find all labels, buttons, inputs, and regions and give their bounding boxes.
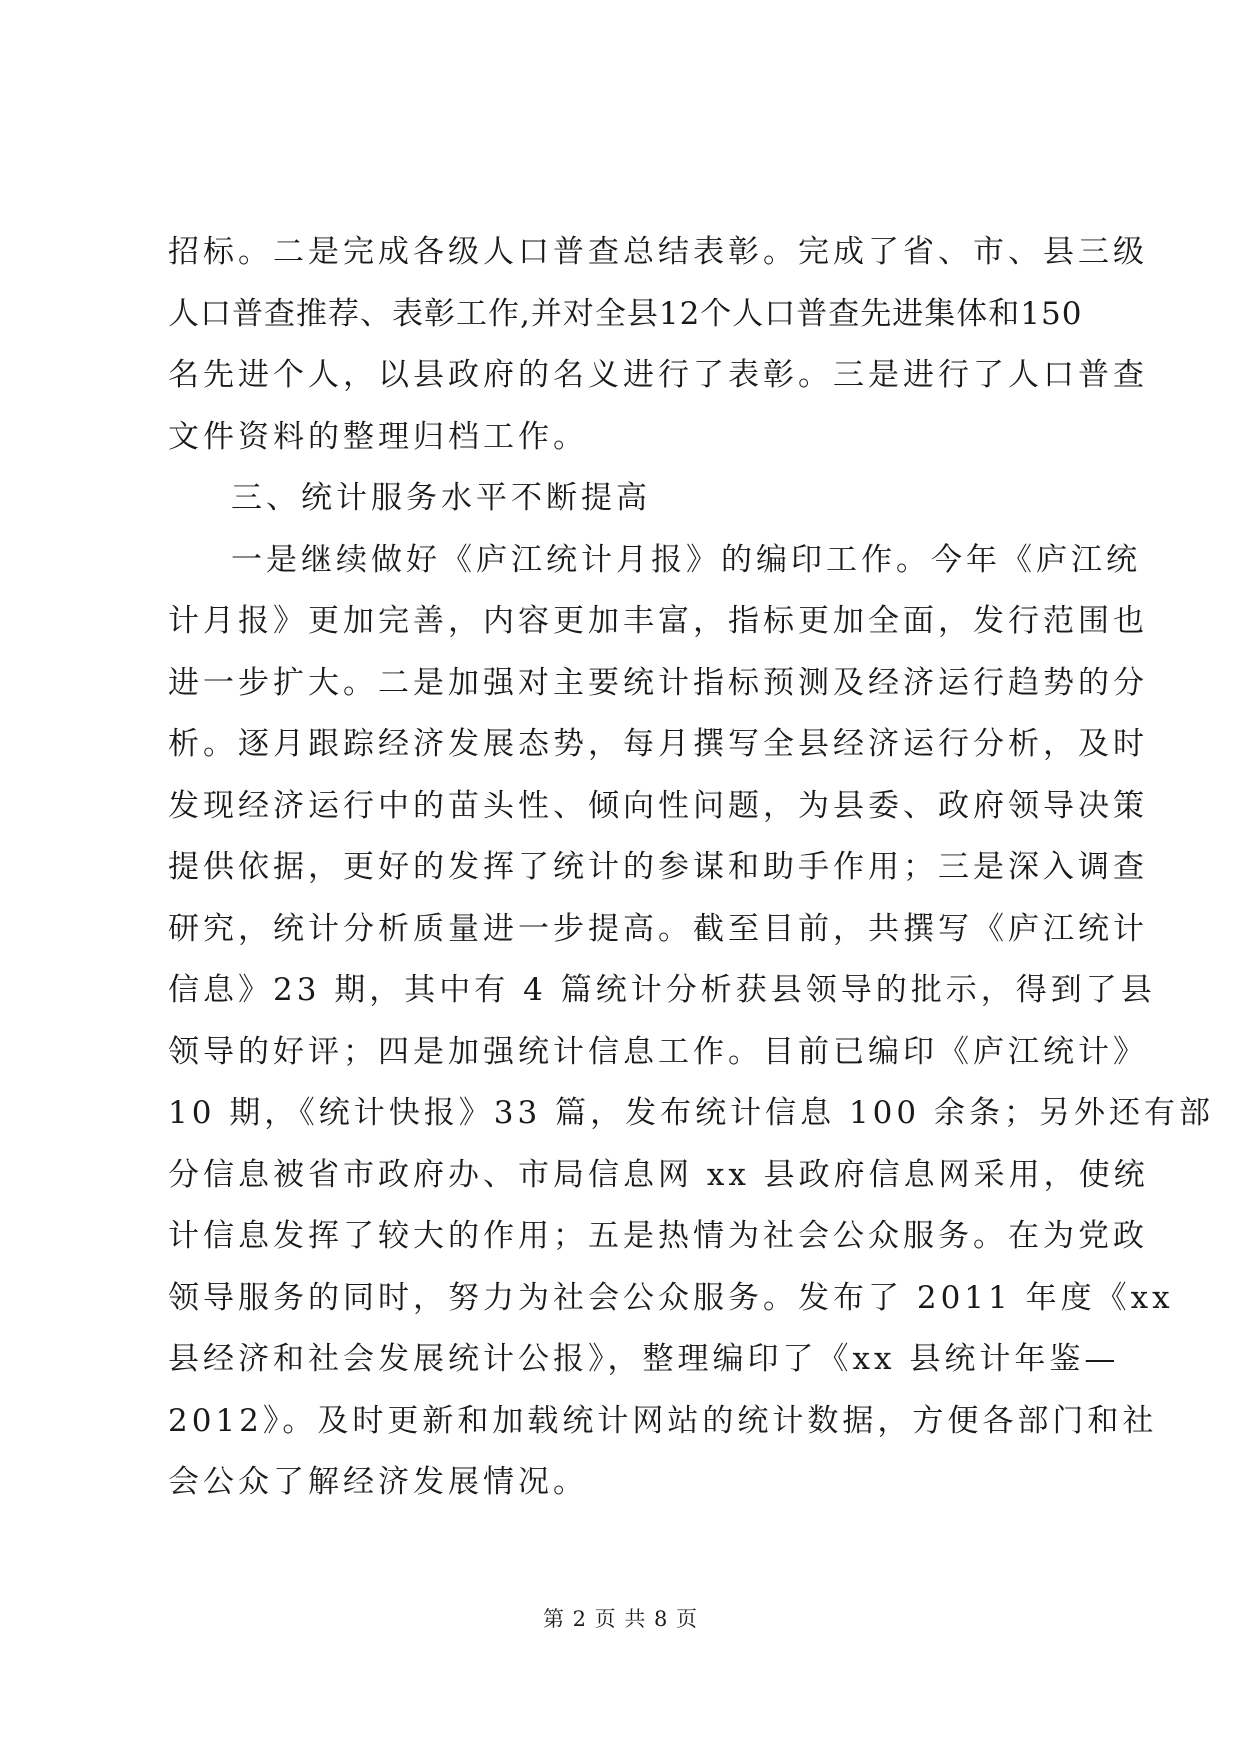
paragraph-line: 计信息发挥了较大的作用；五是热情为社会公众服务。在为党政 (168, 1218, 1148, 1254)
section-heading: 三、统计服务水平不断提高 (231, 480, 651, 516)
paragraph-line: 计月报》更加完善，内容更加丰富，指标更加全面，发行范围也 (168, 603, 1148, 639)
paragraph-line: 10 期，《统计快报》33 篇，发布统计信息 100 余条；另外还有部 (168, 1095, 1214, 1131)
paragraph-line: 会公众了解经济发展情况。 (168, 1464, 588, 1500)
paragraph-line: 研究，统计分析质量进一步提高。截至目前，共撰写《庐江统计 (168, 910, 1148, 947)
paragraph-line: 发现经济运行中的苗头性、倾向性问题，为县委、政府领导决策 (168, 787, 1148, 824)
paragraph-line: 分信息被省市政府办、市局信息网 xx 县政府信息网采用，使统 (168, 1156, 1149, 1193)
paragraph-line: 领导服务的同时，努力为社会公众服务。发布了 2011 年度《xx (168, 1279, 1174, 1316)
paragraph-line: 招标。二是完成各级人口普查总结表彰。完成了省、市、县三级 (168, 234, 1148, 270)
paragraph-line: 领导的好评；四是加强统计信息工作。目前已编印《庐江统计》 (168, 1033, 1148, 1070)
paragraph-line: 提供依据，更好的发挥了统计的参谋和助手作用；三是深入调查 (168, 849, 1148, 885)
paragraph-line: 文件资料的整理归档工作。 (168, 418, 588, 455)
paragraph-line: 一是继续做好《庐江统计月报》的编印工作。今年《庐江统 (231, 541, 1141, 578)
paragraph-line: 析。逐月跟踪经济发展态势，每月撰写全县经济运行分析，及时 (168, 726, 1148, 762)
paragraph-line: 进一步扩大。二是加强对主要统计指标预测及经济运行趋势的分 (168, 664, 1148, 701)
paragraph-line: 名先进个人，以县政府的名义进行了表彰。三是进行了人口普查 (168, 357, 1148, 393)
paragraph-line: 人口普查推荐、表彰工作,并对全县12个人口普查先进集体和150 (168, 295, 1083, 332)
paragraph-line: 县经济和社会发展统计公报》，整理编印了《xx 县统计年鉴— (168, 1341, 1120, 1377)
paragraph-line: 2012》。及时更新和加载统计网站的统计数据，方便各部门和社 (168, 1402, 1158, 1439)
paragraph-line: 信息》23 期，其中有 4 篇统计分析获县领导的批示，得到了县 (168, 972, 1156, 1008)
document-body (168, 222, 1214, 1514)
page-number-footer: 第 2 页 共 8 页 (542, 1607, 699, 1631)
